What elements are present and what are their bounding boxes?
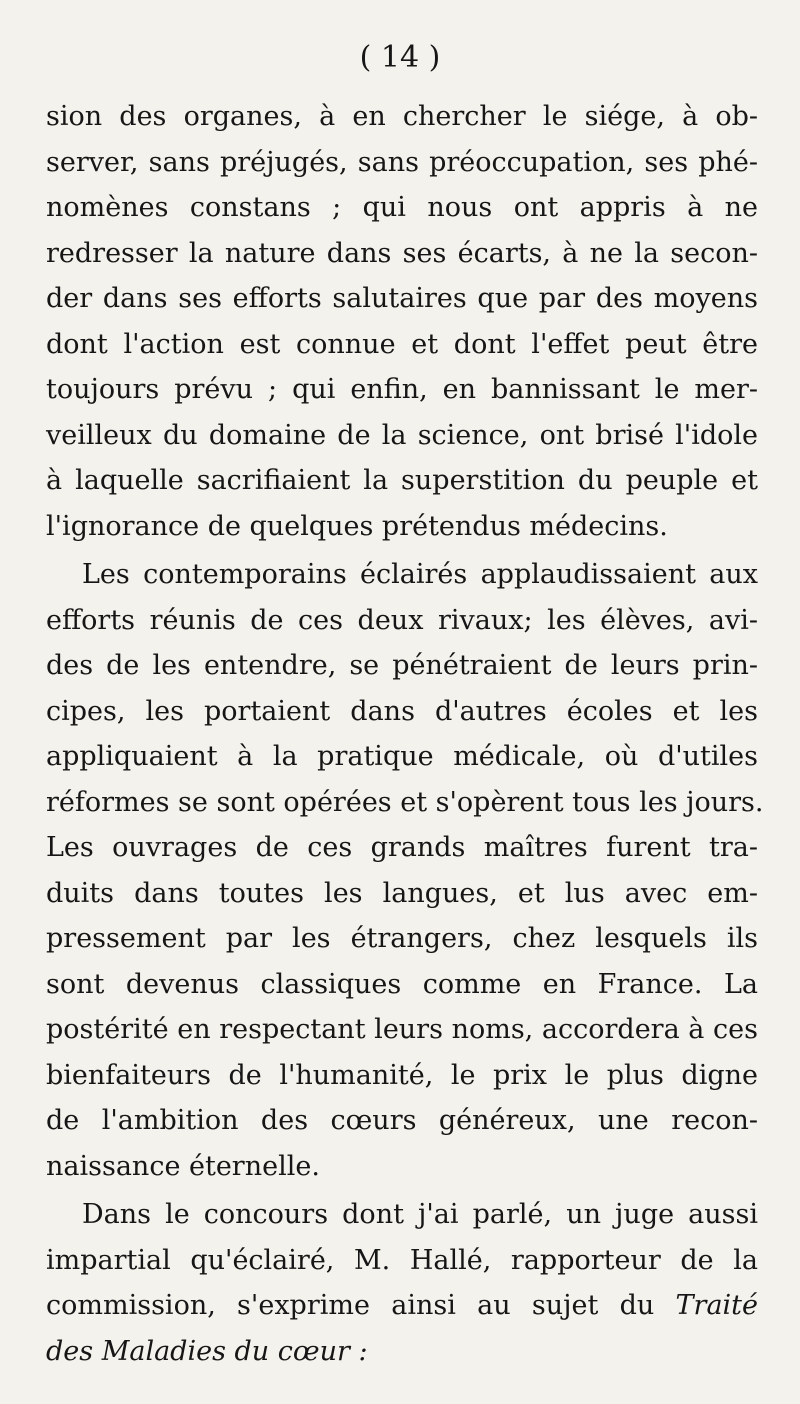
- text-line: de l'ambition des cœurs généreux, une recon-: [46, 1105, 758, 1136]
- text-line: des de les entendre, se pénétraient de leurs prin-: [46, 650, 758, 681]
- text-line: der dans ses efforts salutaires que par des moyens: [46, 283, 758, 314]
- text-line: appliquaient à la pratique médicale, où d'utiles: [46, 741, 758, 772]
- text-line: pressement par les étrangers, chez lesquels ils: [46, 923, 758, 954]
- text-line: Les contemporains éclairés applaudissaient aux: [82, 559, 758, 590]
- text-line: dont l'action est connue et dont l'effet peut être: [46, 328, 758, 360]
- text-line: l'ignorance de quelques prétendus médecins.: [46, 510, 668, 542]
- text-line: cipes, les portaient dans d'autres écoles et les: [46, 695, 758, 727]
- text-line: server, sans préjugés, sans préoccupation, ses phé-: [46, 146, 758, 178]
- text-line: naissance éternelle.: [46, 1150, 320, 1182]
- body-text: [46, 94, 764, 1374]
- text-line: sion des organes, à en chercher le siége, à ob-: [46, 101, 758, 132]
- text-line: bienfaiteurs de l'humanité, le prix le plus digne: [46, 1059, 758, 1091]
- text-line: toujours prévu ; qui enfin, en bannissant le mer-: [46, 374, 758, 405]
- text-line: des Maladies du cœur :: [46, 1335, 368, 1367]
- text-line: veilleux du domaine de la science, ont brisé l'idole: [46, 419, 758, 451]
- text-line: nomènes constans ; qui nous ont appris à ne: [46, 192, 758, 223]
- text-line: Les ouvrages de ces grands maîtres furent tra-: [46, 832, 758, 863]
- text-line: réformes se sont opérées et s'opèrent tous les jours.: [46, 786, 764, 818]
- text-line-with-italic: [46, 1283, 758, 1329]
- text-line: à laquelle sacrifiaient la superstition du peuple et: [46, 465, 758, 496]
- text-line: impartial qu'éclairé, M. Hallé, rapporteur de la: [46, 1244, 758, 1276]
- italic-title-segment: Traité: [675, 1290, 759, 1321]
- paragraph-3: [46, 1192, 758, 1374]
- text-line: efforts réunis de ces deux rivaux; les élèves, avi-: [46, 604, 758, 636]
- text-line: redresser la nature dans ses écarts, à ne la secon-: [46, 237, 758, 269]
- text-line: duits dans toutes les langues, et lus avec em-: [46, 877, 758, 909]
- text-line: postérité en respectant leurs noms, accordera à ces: [46, 1014, 758, 1045]
- text-segment: commission, s'exprime ainsi au sujet du: [46, 1290, 655, 1321]
- page-number: ( 14 ): [359, 40, 441, 75]
- paragraph-2: [46, 552, 764, 1189]
- text-line: sont devenus classiques comme en France. La: [46, 968, 758, 1000]
- text-line: Dans le concours dont j'ai parlé, un juge aussi: [82, 1199, 758, 1230]
- paragraph-1: [46, 94, 758, 549]
